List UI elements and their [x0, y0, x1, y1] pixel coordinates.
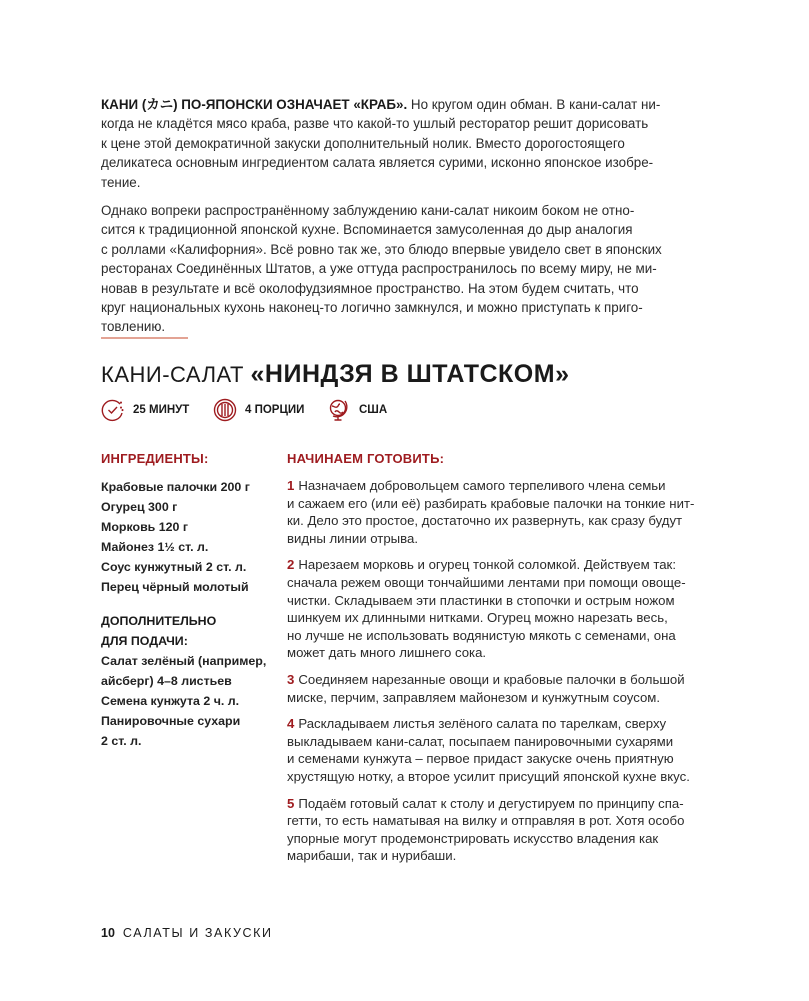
- step-line: [287, 495, 707, 513]
- step-line: [287, 627, 707, 645]
- step-text: и семенами кунжута – первое придаст закуске очень приятную: [287, 751, 674, 767]
- step-line: [287, 530, 707, 548]
- step-text: видны линии отрыва.: [287, 530, 418, 546]
- serving-heading-line: ДОПОЛНИТЕЛЬНО: [101, 614, 217, 628]
- step-text: миске, перчим, заправляем майонезом и кунжутным соусом.: [287, 689, 661, 705]
- ingredient-item: Перец чёрный молотый: [101, 580, 249, 594]
- meta-cuisine-label: США: [359, 404, 388, 416]
- step-line: [287, 733, 707, 751]
- steps-heading: НАЧИНАЕМ ГОТОВИТЬ:: [287, 451, 445, 466]
- serving-item: Панировочные сухари: [101, 714, 241, 728]
- ingredient-item: Морковь 120 г: [101, 520, 189, 534]
- ingredient-item: Крабовые палочки 200 г: [101, 480, 250, 494]
- step-text: чистки. Складываем эти пластинки в стопочки и острым ножом: [287, 592, 675, 608]
- step-text: Нарезаем морковь и огурец тонкой соломкой. Действуем так:: [298, 557, 676, 573]
- serving-list: [101, 651, 281, 751]
- serving-heading-line: ДЛЯ ПОДАЧИ:: [101, 634, 188, 648]
- steps-section: [287, 449, 707, 874]
- step-line: [287, 847, 707, 865]
- recipe-title: [101, 360, 569, 389]
- step-text: ки. Дело это простое, достаточно их развернуть, как сразу будут: [287, 513, 683, 529]
- step-text: хрустящую нотку, а второе усилит присущий японской кухне вкус.: [287, 768, 690, 784]
- intro-text: [101, 95, 671, 346]
- step-number: 4: [287, 716, 295, 732]
- step-line: [287, 477, 707, 495]
- meta-time-label: 25 МИНУТ: [133, 404, 190, 416]
- text-line: новав в результате и всё околофудзиямное пространство. На этом будем считать, что: [101, 280, 639, 296]
- ingredients-heading: ИНГРЕДИЕНТЫ:: [101, 451, 209, 466]
- serving-item: айсберг) 4–8 листьев: [101, 674, 232, 688]
- steps-list: [287, 477, 707, 865]
- text-line: к цене этой демократичной закуски дополнительный нолик. Вместо дорогостоящего: [101, 135, 625, 151]
- text-line: деликатеса основным ингредиентом салата является сурими, исконно японское изобре-: [101, 155, 654, 171]
- serving-item: Салат зелёный (например,: [101, 654, 267, 668]
- ingredient-item: Огурец 300 г: [101, 500, 178, 514]
- meta-time: [101, 398, 213, 422]
- text-line: Однако вопреки распространённому заблуждению кани-салат никоим боком не отно-: [101, 203, 635, 219]
- text-line: товлению.: [101, 319, 166, 335]
- step-line: [287, 644, 707, 662]
- step-text: шинкуем их длинными нитками. Огурец можно нарезать весь,: [287, 610, 668, 626]
- text-line: когда не кладётся мясо краба, разве что какой-то ушлый ресторатор решит дорисовать: [101, 116, 649, 132]
- step-line: [287, 512, 707, 530]
- step-text: гетти, то есть наматывая на вилку и отправляя в рот. Хотя особо: [287, 813, 685, 829]
- recipe-title-prefix: КАНИ-САЛАТ: [101, 362, 251, 387]
- ingredient-item: Соус кунжутный 2 ст. л.: [101, 560, 247, 574]
- step-line: [287, 812, 707, 830]
- meta-servings: [213, 398, 327, 422]
- meta-servings-label: 4 ПОРЦИИ: [245, 404, 305, 416]
- step-number: 3: [287, 671, 295, 687]
- ingredients-section: [101, 449, 281, 751]
- serving-heading: [101, 611, 281, 651]
- serving-item: Семена кунжута 2 ч. л.: [101, 694, 240, 708]
- text-line: тение.: [101, 174, 141, 190]
- intro-paragraph-1: [101, 95, 671, 192]
- intro-paragraph-2: [101, 201, 671, 337]
- step-4: [287, 715, 707, 785]
- step-text: Соединяем нарезанные овощи и крабовые палочки в большой: [298, 671, 685, 687]
- step-text: Раскладываем листья зелёного салата по тарелкам, сверху: [298, 716, 667, 732]
- recipe-meta: [101, 398, 387, 422]
- step-line: [287, 768, 707, 786]
- step-text: марибаши, так и нурибаши.: [287, 848, 457, 864]
- serving-item: 2 ст. л.: [101, 734, 142, 748]
- step-3: [287, 671, 707, 706]
- text-line: Но кругом один обман. В кани-салат ни-: [407, 97, 661, 112]
- step-line: [287, 609, 707, 627]
- text-line: сится к традиционной японской кухне. Вспоминается замусоленная до дыр аналогия: [101, 222, 633, 238]
- step-line: [287, 715, 707, 733]
- step-line: [287, 574, 707, 592]
- ingredients-list: [101, 477, 281, 597]
- section-name: САЛАТЫ И ЗАКУСКИ: [122, 926, 273, 940]
- step-text: сначала режем овощи тончайшими лентами при помощи овоще-: [287, 574, 686, 590]
- step-text: Назначаем добровольцем самого терпеливого члена семьи: [298, 478, 666, 493]
- step-text: упорные могут продемонстрировать искусство владения как: [287, 830, 659, 846]
- divider-rule: [101, 337, 188, 339]
- plate-cutlery-icon: [213, 398, 237, 422]
- step-text: выкладываем кани-салат, посыпаем панировочными сухарями: [287, 733, 674, 749]
- clock-check-icon: [101, 398, 125, 422]
- step-1: [287, 477, 707, 547]
- step-line: [287, 795, 707, 813]
- step-line: [287, 592, 707, 610]
- step-line: [287, 556, 707, 574]
- meta-cuisine: [327, 398, 387, 422]
- text-line: круг национальных кухонь наконец-то логично замкнулся, и можно приступать к приго-: [101, 300, 643, 316]
- text-line: ресторанах Соединённых Штатов, а уже оттуда распространилось по всему миру, не ми-: [101, 261, 657, 277]
- step-text: Подаём готовый салат к столу и дегустируем по принципу спа-: [298, 795, 684, 811]
- text-line: с роллами «Калифорния». Всё ровно так же, это блюдо впервые увидело свет в японских: [101, 241, 662, 257]
- recipe-title-main: «НИНДЗЯ В ШТАТСКОМ»: [250, 360, 570, 388]
- globe-icon: [327, 398, 351, 422]
- ingredient-item: Майонез 1½ ст. л.: [101, 540, 209, 554]
- step-number: 1: [287, 478, 295, 493]
- step-2: [287, 556, 707, 662]
- step-5: [287, 795, 707, 865]
- page-footer: [101, 926, 273, 940]
- page-number: 10: [101, 926, 115, 940]
- step-number: 2: [287, 557, 295, 573]
- step-line: [287, 750, 707, 768]
- step-number: 5: [287, 795, 295, 811]
- step-line: [287, 689, 707, 707]
- step-line: [287, 830, 707, 848]
- intro-lead: КАНИ (カニ) ПО-ЯПОНСКИ ОЗНАЧАЕТ «КРАБ».: [101, 97, 408, 112]
- step-text: но лучше не использовать водянистую мякоть с семенами, она: [287, 627, 676, 643]
- step-text: может дать много лишнего сока.: [287, 645, 487, 661]
- step-text: и сажаем его (или её) разбирать крабовые палочки на тонкие нит-: [287, 495, 695, 511]
- step-line: [287, 671, 707, 689]
